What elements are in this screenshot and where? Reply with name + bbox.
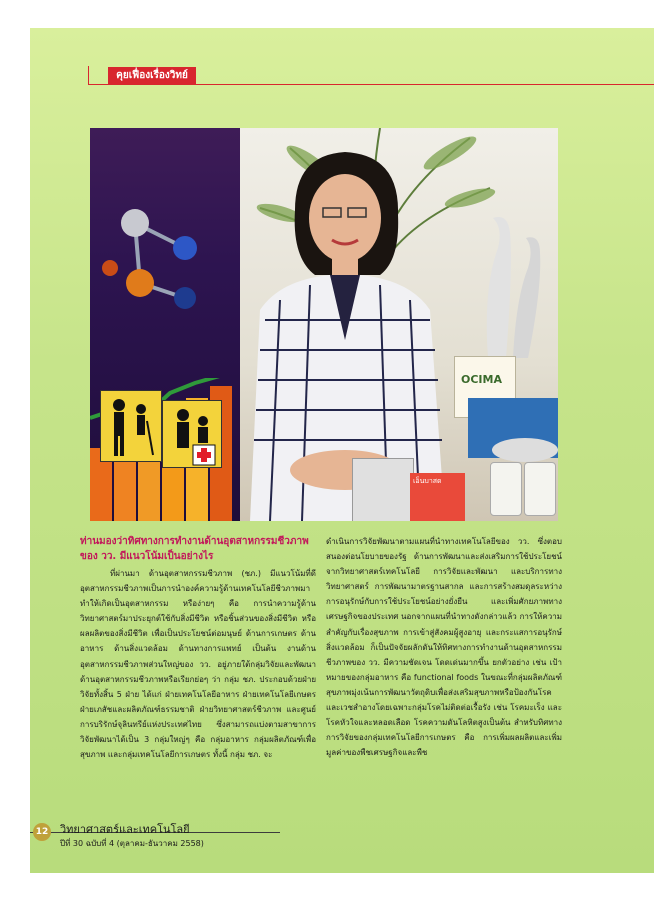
- family-icon: [100, 390, 162, 462]
- supplement-bottle-1: [490, 462, 522, 516]
- hero-photo: [90, 128, 558, 521]
- healthcare-icon: [162, 400, 222, 468]
- magazine-title: วิทยาศาสตร์และเทคโนโลยี: [60, 823, 190, 836]
- molecule-icon: [100, 188, 210, 318]
- issue-info: ปีที่ 30 ฉบับที่ 4 (ตุลาคม-ธันวาคม 2558): [60, 839, 204, 848]
- article-paragraph-left: ที่ผ่านมา ด้านอุตสาหกรรมชีวภาพ (ชภ.) มีแนวโน้มที่ดี อุตสาหกรรมชีวภาพเป็นการนำองค์ความรู้ด้านเทคโนโลยีชีวภาพมาทำให้เกิดเป็นอุตสาหกรรม หรือง่ายๆ คือ การนำความรู้ด้านวิทยาศาสตร์มาประยุกต์ใช้กับสิ่งมีชีวิต หรือชิ้นส่วนของสิ่งมีชีวิต หรือผลผลิตของสิ่งมีชีวิต เพื่อเป็นประโยชน์ต่อมนุษย์ ด้านการเกษตร ด้านอาหาร ด้านสิ่งแวดล้อม ด้านทางการแพทย์ เป็นต้น งานด้านอุตสาหกรรมชีวภาพส่วนใหญ่ของ วว. อยู่ภายใต้กลุ่มวิจัยและพัฒนาด้านอุตสาหกรรมชีวภาพหรือเรียกย่อๆ ว่า กลุ่ม ชภ. ประกอบด้วยฝ่ายวิจัยทั้งสิ้น 5 ฝ่าย ได้แก่ ฝ่ายเทคโนโลยีอาหาร ฝ่ายเทคโนโลยีเกษตร ฝ่ายเภสัชและผลิตภัณฑ์ธรรมชาติ ฝ่ายวิทยาศาสตร์ชีวภาพ และศูนย์การบริรักษ์จุลินทรีย์แห่งประเทศไทย ซึ่งสามารถแบ่งตามสาขาการวิจัยพัฒนาได้เป็น 3 กลุ่มใหญ่ๆ คือ กลุ่มอาหาร กลุ่มผลิตภัณฑ์เพื่อสุขภาพ และกลุ่มเทคโนโลยีการเกษตร ทั้งนี้ กลุ่ม ชภ. จะ: [80, 569, 316, 760]
- product-bowl: [492, 438, 558, 462]
- ocima-label: OCIMA: [461, 373, 502, 386]
- sculpture: [468, 208, 548, 358]
- supplement-bottle-2: [524, 462, 556, 516]
- pack-label: เอ็นบาสด: [413, 477, 442, 485]
- product-pack: [410, 473, 465, 521]
- article-headline: ท่านมองว่าทิศทางการทำงานด้านอุตสาหกรรมชีวภาพของ วว. มีแนวโน้มเป็นอย่างไร: [80, 536, 309, 562]
- product-bag: [352, 458, 414, 521]
- article-paragraph-right: ดำเนินการวิจัยพัฒนาตามแผนที่นำทางเทคโนโลยีของ วว. ซึ่งตอบสนองต่อนโยบายของรัฐ ด้านการพัฒนาและส่งเสริมการใช้ประโยชน์จากวิทยาศาสตร์เทคโนโลยี การวิจัยและพัฒนา และบริการทางวิทยาศาสตร์ การพัฒนามาตรฐานสากล และการสร้างสมดุลระหว่างการอนุรักษ์กับการใช้ประโยชน์อย่างยั่งยืน และเพิ่มศักยภาพทางเศรษฐกิจของประเทศ นอกจากแผนที่นำทางดังกล่าวแล้ว การให้ความสำคัญกับเรื่องสุขภาพ การเข้าสู่สังคมผู้สูงอายุ และกระแสการอนุรักษ์สิ่งแวดล้อม ก็เป็นปัจจัยผลักดันให้ทิศทางการทำงานด้านอุตสาหกรรมชีวภาพของ วว. มีความชัดเจน โดดเด่นมากขึ้น ยกตัวอย่าง เช่น เป้าหมายของกลุ่มอาหาร คือ functional foods ในขณะที่กลุ่มผลิตภัณฑ์สุขภาพมุ่งเน้นการพัฒนาวัตถุดิบเพื่อส่งเสริมสุขภาพหรือป้องกันโรค และเวชสำอางโดยเฉพาะกลุ่มโรคไม่ติดต่อเรื้อรัง เช่น โรคมะเร็ง และโรคหัวใจและหลอดเลือด โรคความดันโลหิตสูงเป็นต้น สำหรับทิศทางการวิจัยของกลุ่มเทคโนโลยีการเกษตร คือ การเพิ่มผลผลิตและเพิ่มมูลค่าของพืชเศรษฐกิจและพืช: [326, 537, 562, 758]
- article-column-right: [326, 534, 562, 760]
- article-column-left: [80, 566, 316, 762]
- section-tag: คุยเฟื่องเรื่องวิทย์: [108, 67, 196, 85]
- section-tag-corner: [88, 66, 89, 85]
- page-number: 12: [33, 823, 51, 841]
- portrait-person: [240, 140, 450, 521]
